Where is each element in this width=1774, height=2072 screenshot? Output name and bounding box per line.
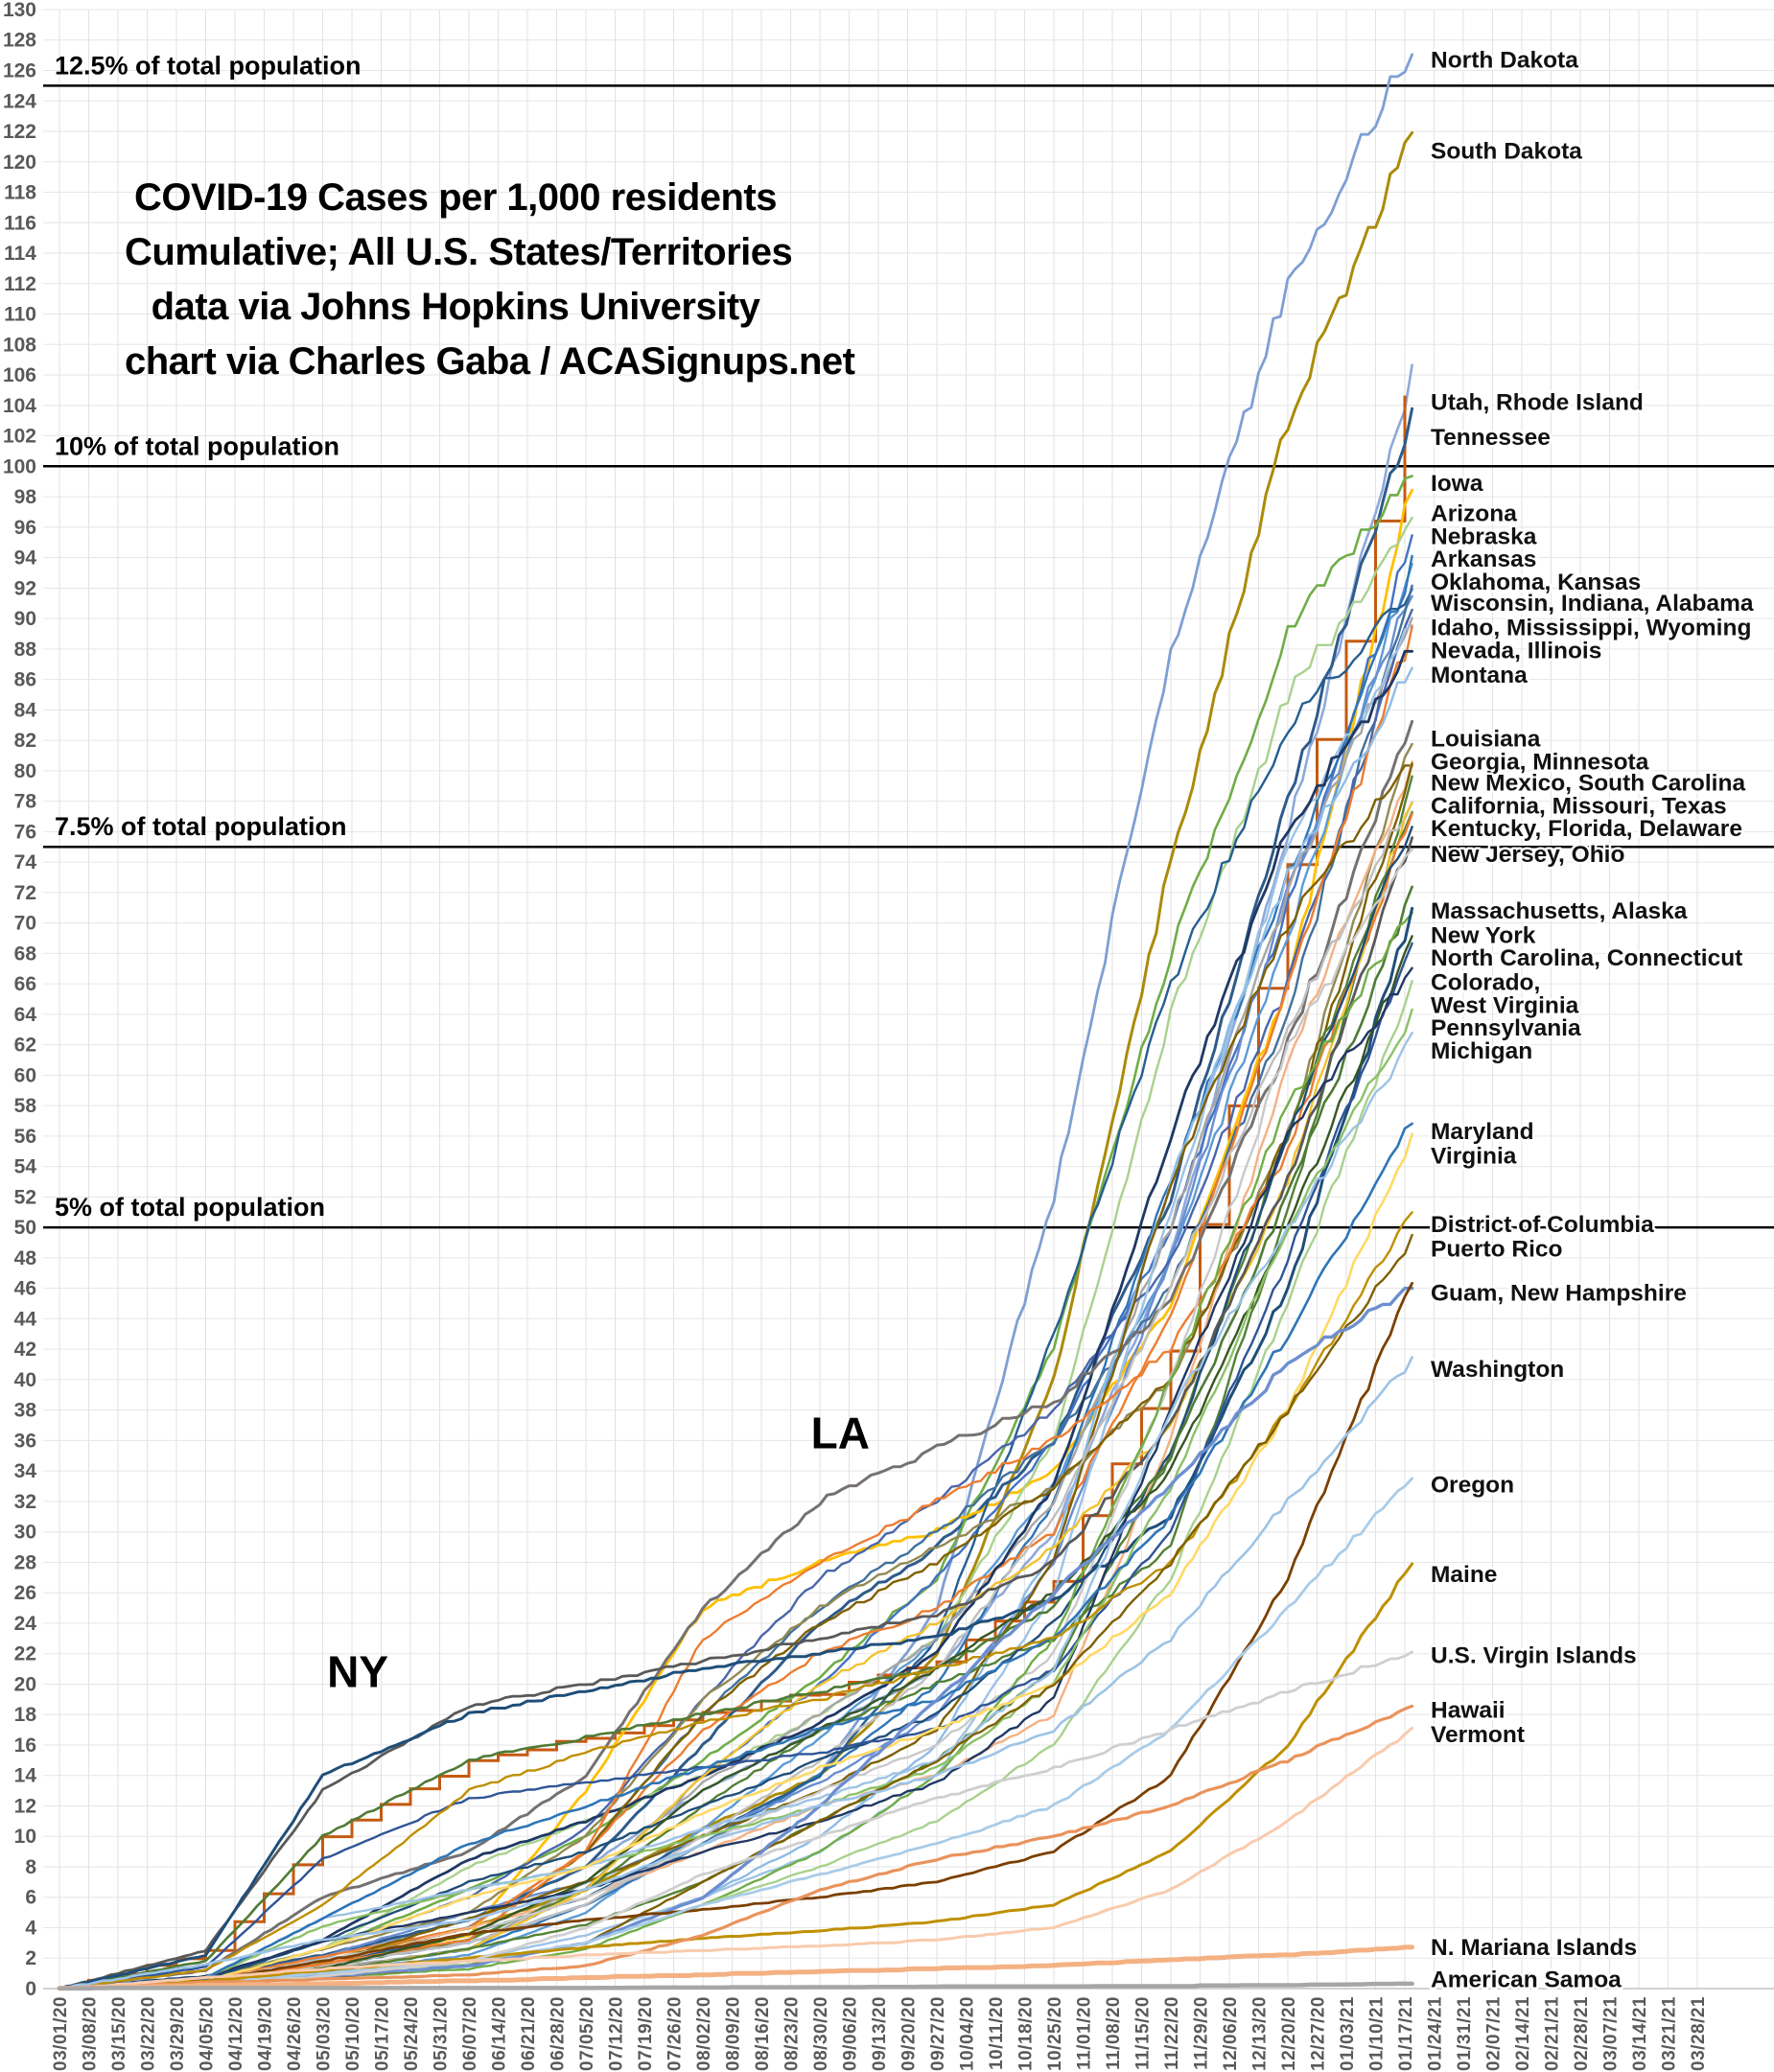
state-label: New Jersey, Ohio [1431,842,1625,869]
x-axis-tick-label: 01/24/21 [1425,1996,1446,2071]
series-Nebraska [59,518,1412,1989]
y-axis-tick-label: 48 [13,1246,36,1269]
y-axis-tick-label: 34 [13,1460,36,1483]
x-axis-tick-label: 08/30/20 [811,1996,831,2071]
y-axis-tick-label: 66 [13,973,36,996]
y-axis-tick-label: 30 [13,1521,36,1544]
state-label: Georgia, Minnesota [1431,749,1649,776]
state-label: Colorado, [1431,969,1541,996]
state-label: Iowa [1431,470,1483,497]
state-label: Wisconsin, Indiana, Alabama [1431,591,1754,617]
x-axis-tick-label: 04/19/20 [255,1996,276,2071]
chart-title-line-1: COVID-19 Cases per 1,000 residents [133,176,777,219]
x-axis-tick-label: 12/20/20 [1279,1996,1299,2071]
y-axis-tick-label: 78 [13,790,36,813]
state-label: U.S. Virgin Islands [1431,1642,1637,1669]
y-axis-tick-label: 80 [13,759,36,782]
y-axis-tick-label: 98 [13,486,36,509]
x-axis-tick-label: 03/15/20 [109,1996,129,2071]
chart-title [125,171,855,389]
x-axis-tick-label: 06/07/20 [460,1996,480,2071]
series-Arkansas [59,535,1412,1989]
y-axis-tick-label: 102 [2,425,36,448]
y-axis-tick-label: 54 [13,1155,36,1178]
state-label: Idaho, Mississippi, Wyoming [1431,615,1752,641]
series-Texas [59,803,1412,1989]
state-label: Puerto Rico [1431,1236,1563,1263]
y-axis-tick-label: 38 [13,1399,36,1422]
x-axis-tick-label: 07/26/20 [665,1996,686,2071]
y-axis-tick-label: 104 [2,394,36,417]
y-axis-tick-label: 14 [13,1764,36,1787]
state-label: Nevada, Illinois [1431,638,1602,664]
y-axis-tick-label: 92 [13,577,36,600]
x-axis-tick-label: 04/26/20 [285,1996,305,2071]
x-axis-tick-label: 05/24/20 [402,1996,422,2071]
x-axis-tick-label: 08/02/20 [694,1996,714,2071]
x-axis-tick-label: 11/22/20 [1162,1996,1182,2070]
x-axis-tick-label: 03/21/21 [1659,1996,1680,2071]
state-label: Maine [1431,1562,1498,1589]
state-label: Guam, New Hampshire [1431,1280,1687,1307]
y-axis-tick-label: 46 [13,1277,36,1300]
y-axis-tick-label: 86 [13,668,36,691]
x-axis-tick-label: 09/27/20 [928,1996,948,2071]
state-label: Montana [1431,662,1528,688]
x-axis-tick-label: 12/13/20 [1249,1996,1271,2071]
x-axis-tick-label: 03/22/20 [138,1996,159,2071]
x-axis-tick-label: 12/06/20 [1221,1996,1241,2071]
reference-line-label: 7.5% of total population [55,812,347,842]
x-axis-tick-label: 01/17/21 [1396,1996,1416,2071]
y-axis-tick-label: 60 [13,1064,36,1087]
x-axis-tick-label: 05/10/20 [343,1996,363,2071]
chart-title-line-4: chart via Charles Gaba / ACASignups.net [125,340,855,383]
x-axis-tick-label: 01/31/21 [1455,1996,1475,2071]
reference-line-label: 5% of total population [55,1193,325,1222]
state-label: North Carolina, Connecticut [1431,945,1743,972]
state-label: Arizona [1431,501,1517,527]
x-axis-tick-label: 03/08/20 [80,1996,101,2071]
x-axis-tick-label: 04/05/20 [197,1996,218,2071]
x-axis-tick-label: 11/01/20 [1074,1996,1095,2070]
y-axis-tick-label: 82 [13,730,36,753]
series-Missouri [59,802,1412,1989]
y-axis-tick-label: 2 [25,1947,36,1970]
y-axis-tick-label: 74 [13,851,36,874]
y-axis-tick-label: 108 [2,334,36,357]
series-Indiana [59,596,1412,1989]
state-label: Louisiana [1431,726,1541,753]
x-axis-tick-label: 03/14/21 [1630,1996,1650,2071]
y-axis-tick-label: 112 [4,272,36,295]
state-label: California, Missouri, Texas [1431,793,1727,820]
x-axis-tick-label: 10/18/20 [1015,1996,1037,2071]
annotation-la: LA [810,1408,871,1458]
y-axis-tick-label: 116 [4,212,36,235]
state-label: Kentucky, Florida, Delaware [1431,816,1742,843]
y-axis-tick-label: 50 [13,1217,36,1240]
y-axis-tick-label: 42 [13,1339,36,1362]
series-Oregon [59,1478,1412,1989]
y-axis-tick-label: 8 [25,1855,36,1878]
state-label: Oklahoma, Kansas [1431,569,1642,595]
x-axis-tick-label: 02/14/21 [1513,1996,1533,2071]
state-label: Hawaii [1431,1697,1506,1724]
y-axis-tick-label: 120 [2,151,36,174]
x-axis-tick-label: 10/11/20 [987,1996,1007,2070]
x-axis-tick-label: 06/14/20 [489,1996,510,2071]
y-axis-tick-label: 40 [13,1368,36,1391]
state-label: Nebraska [1431,524,1537,550]
y-axis-tick-label: 110 [4,303,36,326]
y-axis-tick-label: 94 [13,547,36,570]
y-axis-tick-label: 56 [13,1125,36,1148]
y-axis-tick-label: 100 [2,455,36,478]
series-California [59,777,1412,1989]
x-axis-tick-label: 05/17/20 [372,1996,393,2071]
y-axis-tick-label: 64 [13,1003,36,1026]
state-label: American Samoa [1431,1967,1622,1993]
y-axis-tick-label: 114 [4,243,36,266]
y-axis-tick-label: 118 [4,181,36,204]
y-axis-tick-label: 4 [25,1917,36,1940]
y-axis-tick-label: 70 [13,912,36,935]
y-axis-tick-label: 28 [13,1551,36,1574]
y-axis-tick-label: 106 [2,364,36,387]
state-label: Massachusetts, Alaska [1431,897,1688,924]
x-axis-tick-label: 06/21/20 [519,1996,539,2071]
series-Hawaii [59,1706,1412,1989]
y-axis-tick-label: 10 [13,1826,36,1849]
x-axis-tick-label: 11/15/20 [1132,1996,1154,2070]
series-Maryland [59,1124,1412,1989]
y-axis-tick-label: 12 [13,1795,36,1818]
x-axis-tick-label: 08/16/20 [753,1996,773,2071]
y-axis-tick-label: 62 [13,1034,36,1057]
state-label: New Mexico, South Carolina [1431,770,1746,797]
y-axis-tick-label: 96 [13,516,36,539]
x-axis-tick-label: 03/28/21 [1689,1996,1709,2071]
y-axis-tick-label: 124 [2,90,36,113]
y-axis-tick-label: 128 [2,29,36,52]
state-label: District of Columbia [1431,1211,1654,1238]
y-axis-tick-label: 76 [13,821,36,844]
state-label: Utah, Rhode Island [1431,389,1644,416]
x-axis-tick-label: 07/05/20 [577,1996,597,2071]
y-axis-tick-label: 130 [2,0,36,21]
y-axis-tick-label: 126 [2,59,36,82]
x-axis-tick-label: 09/06/20 [840,1996,861,2071]
series-West Virginia [59,981,1412,1989]
reference-line-label: 12.5% of total population [55,51,362,81]
x-axis-tick-label: 08/23/20 [782,1996,803,2071]
y-axis-tick-label: 44 [13,1308,36,1331]
state-label: South Dakota [1431,138,1582,165]
state-label: Arkansas [1431,547,1537,573]
x-axis-tick-label: 11/29/20 [1191,1996,1212,2070]
x-axis-tick-label: 02/07/21 [1483,1996,1505,2071]
y-axis-tick-label: 16 [13,1734,36,1757]
x-axis-tick-label: 10/25/20 [1045,1996,1065,2071]
chart-title-line-3: data via Johns Hopkins University [151,286,760,328]
state-label: Vermont [1431,1721,1526,1748]
x-axis-tick-label: 11/08/20 [1104,1996,1124,2070]
x-axis-tick-label: 08/09/20 [723,1996,744,2071]
series-Maine [59,1564,1412,1989]
annotation-ny: NY [327,1646,389,1697]
x-axis-tick-label: 02/28/21 [1572,1996,1592,2071]
y-axis-tick-label: 6 [25,1886,36,1909]
x-axis-tick-label: 01/03/21 [1338,1996,1358,2071]
x-axis-tick-label: 10/04/20 [957,1996,978,2071]
state-label: North Dakota [1431,47,1578,74]
state-label: Oregon [1431,1472,1515,1499]
chart-title-line-2: Cumulative; All U.S. States/Territories [125,231,793,273]
state-label: Tennessee [1431,425,1551,452]
y-axis-tick-label: 84 [13,699,36,722]
state-label: West Virginia [1431,992,1579,1019]
state-label: N. Mariana Islands [1431,1935,1638,1962]
y-axis-tick-label: 22 [13,1642,36,1665]
reference-line-label: 10% of total population [55,431,339,461]
x-axis-tick-label: 06/28/20 [548,1996,569,2071]
y-axis-tick-label: 52 [13,1186,36,1209]
state-label: New York [1431,922,1536,949]
x-axis-tick-label: 07/12/20 [606,1996,627,2071]
x-axis-tick-label: 03/01/20 [51,1996,71,2071]
x-axis-tick-label: 12/27/20 [1308,1996,1329,2071]
x-axis-tick-label: 09/13/20 [870,1996,890,2071]
y-axis-tick-label: 26 [13,1582,36,1605]
x-axis-tick-label: 03/29/20 [168,1996,188,2071]
y-axis-tick-label: 58 [13,1095,36,1118]
x-axis-tick-label: 01/10/21 [1366,1996,1388,2071]
state-label: Virginia [1431,1143,1517,1170]
x-axis-tick-label: 04/12/20 [226,1996,246,2071]
y-axis-tick-label: 88 [13,638,36,661]
y-axis-tick-label: 20 [13,1673,36,1696]
y-axis-tick-label: 0 [25,1978,36,2000]
y-axis-tick-label: 90 [13,608,36,631]
x-axis-tick-label: 07/19/20 [636,1996,656,2071]
state-label: Washington [1431,1356,1565,1383]
y-axis-tick-label: 36 [13,1430,36,1453]
series-Minnesota [59,765,1412,1989]
state-label: Michigan [1431,1037,1533,1064]
y-axis-tick-label: 72 [13,881,36,904]
series-Virginia [59,1134,1412,1989]
y-axis-tick-label: 68 [13,943,36,966]
state-label: Maryland [1431,1119,1534,1146]
x-axis-tick-label: 03/07/21 [1600,1996,1622,2071]
x-axis-tick-label: 09/20/20 [899,1996,920,2071]
x-axis-tick-label: 05/03/20 [314,1996,335,2071]
y-axis-tick-label: 24 [13,1612,36,1635]
x-axis-tick-label: 02/21/21 [1542,1996,1563,2071]
y-axis-tick-label: 32 [13,1490,36,1513]
state-label: Pennsylvania [1431,1015,1581,1042]
y-axis-tick-label: 18 [13,1704,36,1727]
x-axis-tick-label: 05/31/20 [431,1996,452,2071]
y-axis-tick-label: 122 [2,121,36,144]
